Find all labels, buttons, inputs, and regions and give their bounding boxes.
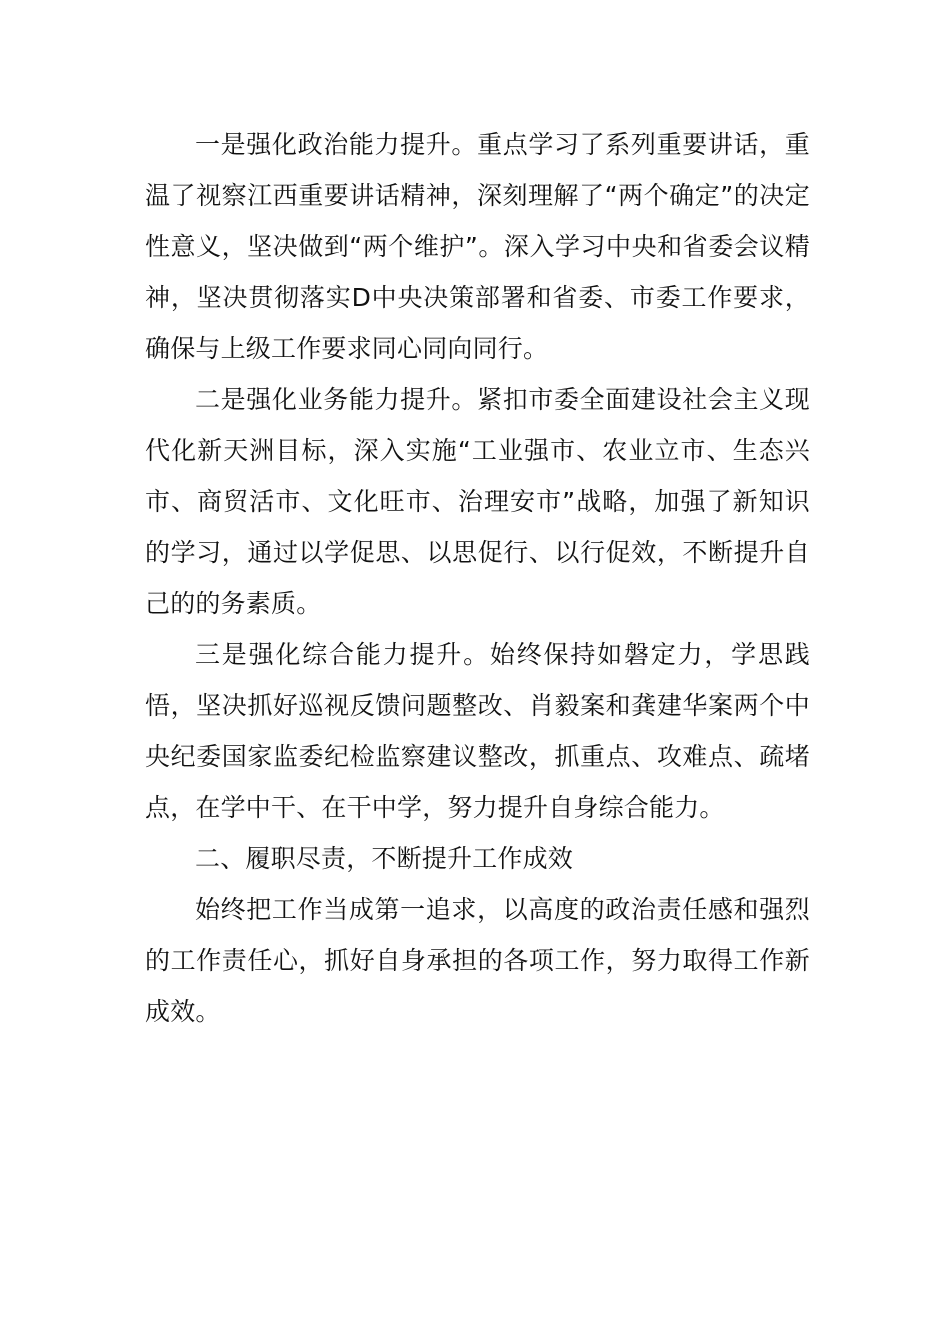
paragraph-work-results: 始终把工作当成第一追求，以高度的政治责任感和强烈的工作责任心，抓好自身承担的各项工作，努力取得工作新成效。 <box>145 895 810 1026</box>
paragraph-comprehensive-ability: 三是强化综合能力提升。始终保持如磐定力，学思践悟，坚决抓好巡视反馈问题整改、肖毅案和龚建华案两个中央纪委国家监委纪检监察建议整改，抓重点、攻难点、疏堵点，在学中干、在干中学，努力提升自身综合能力。 <box>145 640 810 822</box>
paragraph-business-ability: 二是强化业务能力提升。紧扣市委全面建设社会主义现代化新天洲目标，深入实施“工业强市、农业立市、生态兴市、商贸活市、文化旺市、治理安市”战略，加强了新知识的学习，通过以学促思、以思促行、以行促效，不断提升自己的的务素质。 <box>145 385 810 618</box>
section-heading-duties: 二、履职尽责，不断提升工作成效 <box>195 844 574 873</box>
document-body <box>145 119 810 1037</box>
paragraph-political-ability: 一是强化政治能力提升。重点学习了系列重要讲话，重温了视察江西重要讲话精神，深刻理解了“两个确定”的决定性意义，坚决做到“两个维护”。深入学习中央和省委会议精神，坚决贯彻落实D中央决策部署和省委、市委工作要求，确保与上级工作要求同心同向同行。 <box>145 130 810 363</box>
